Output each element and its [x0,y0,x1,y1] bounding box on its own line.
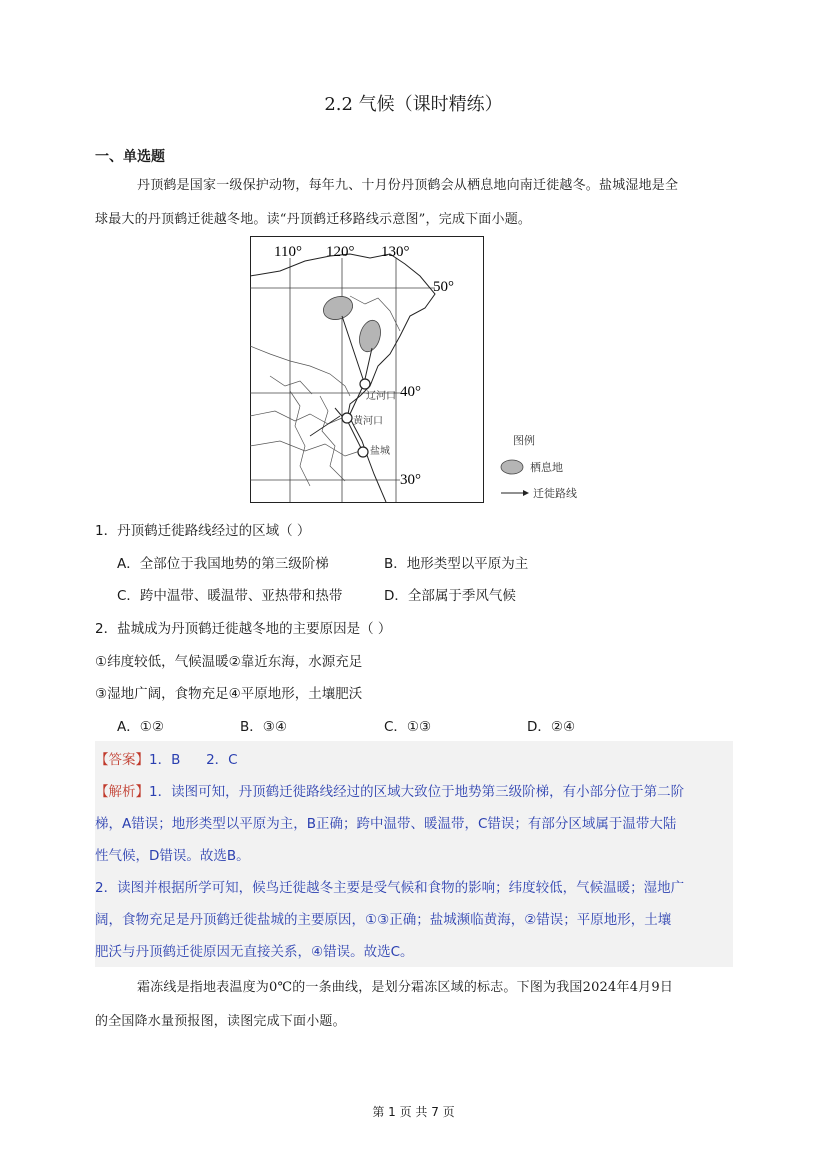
intro-line-2: 球最大的丹顶鹤迁徙越冬地。读“丹顶鹤迁移路线示意图”，完成下面小题。 [95,212,532,227]
lat-label-40: 40° [400,384,421,400]
answer-line [95,748,238,768]
q1-option-c: C．跨中温带、暖温带、亚热带和热带 [117,588,343,604]
legend-habitat-label: 栖息地 [530,461,563,474]
stop-yancheng [358,447,368,457]
lon-label-110: 110° [274,244,302,260]
place-liaohekou: 辽河口 [366,391,396,402]
answer-label: 【答案】 [95,752,149,768]
q1-option-a: A．全部位于我国地势的第三级阶梯 [117,556,329,572]
place-huanghekou: 黄河口 [353,416,383,427]
legend-habitat-swatch [501,460,523,474]
lat-label-50: 50° [433,279,454,295]
analysis-line-4: 2．读图并根据所学可知，候鸟迁徙越冬主要是受气候和食物的影响；纬度较低，气候温暖；湿地广 [95,880,685,896]
q2-choice-line-1: ①纬度较低，气候温暖②靠近东海，水源充足 [95,654,363,670]
q2-choice-line-2: ③湿地广阔，食物充足④平原地形，土壤肥沃 [95,686,363,702]
legend-arrow-icon [523,490,529,496]
q2-option-b: B．③④ [240,719,287,735]
analysis-line-1 [95,780,684,800]
legend-route-label: 迁徙路线 [533,487,577,500]
q1-option-b: B．地形类型以平原为主 [384,556,529,572]
q2-option-c: C．①③ [384,719,432,735]
intro-line-1: 丹顶鹤是国家一级保护动物，每年九、十月份丹顶鹤会从栖息地向南迁徙越冬。盐城湿地是全 [137,178,679,193]
q2-stem: 2．盐城成为丹顶鹤迁徙越冬地的主要原因是（ ） [95,621,392,637]
legend-title: 图例 [513,434,535,447]
section-heading: 一、单选题 [95,149,165,165]
stop-huanghekou [342,413,352,423]
q1-stem: 1．丹顶鹤迁徙路线经过的区域（ ） [95,523,311,539]
next-intro-line-2: 的全国降水量预报图，读图完成下面小题。 [95,1014,346,1029]
q2-option-a: A．①② [117,719,164,735]
page-title: 2.2 气候（课时精练） [324,94,503,115]
lon-label-120: 120° [326,244,355,260]
lon-label-130: 130° [381,244,410,260]
q2-option-d: D．②④ [527,719,576,735]
page-footer: 第 1 页 共 7 页 [372,1105,455,1119]
place-yancheng: 盐城 [370,446,390,457]
analysis-line-3: 性气候，D错误。故选B。 [95,848,250,864]
analysis-line-5: 阔，食物充足是丹顶鹤迁徙盐城的主要原因，①③正确；盐城濒临黄海，②错误；平原地形，土壤 [95,912,672,928]
q1-option-d: D．全部属于季风气候 [384,588,516,604]
analysis-label: 【解析】 [95,784,149,800]
lat-label-30: 30° [400,472,421,488]
analysis-text-1: 1．读图可知，丹顶鹤迁徙路线经过的区域大致位于地势第三级阶梯，有小部分位于第二阶 [149,784,685,800]
analysis-line-6: 肥沃与丹顶鹤迁徙原因无直接关系，④错误。故选C。 [95,944,414,960]
next-intro-line-1: 霜冻线是指地表温度为0℃的一条曲线，是划分霜冻区域的标志。下图为我国2024年4月9日 [137,980,674,995]
crane-migration-map [250,236,585,506]
answer-text: 1．B 2．C [149,752,238,768]
stop-liaohekou [360,379,370,389]
analysis-line-2: 梯，A错误；地形类型以平原为主，B正确；跨中温带、暖温带，C错误；有部分区域属于温带大陆 [95,816,677,832]
